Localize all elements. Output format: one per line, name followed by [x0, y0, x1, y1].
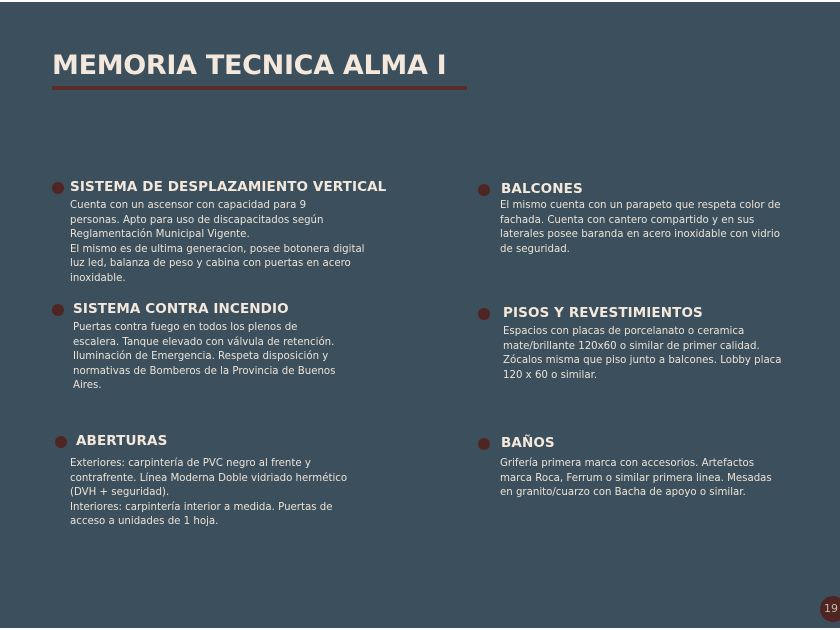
body-line: Reglamentación Municipal Vigente.	[70, 229, 250, 240]
section-body	[73, 321, 335, 394]
section-body	[70, 457, 347, 530]
body-line: personas. Apto para uso de discapacitados según	[70, 214, 324, 226]
body-line: El mismo es de ultima generacion, posee botonera digital	[70, 243, 365, 255]
section-heading: SISTEMA CONTRA INCENDIO	[73, 301, 289, 317]
section-body	[503, 325, 782, 383]
section-body	[500, 199, 780, 257]
body-line: Zócalos misma que piso junto a balcones. Lobby placa	[503, 355, 782, 366]
body-line: 120 x 60 o similar.	[503, 369, 598, 381]
bullet-icon	[478, 184, 490, 196]
bullet-icon	[478, 308, 490, 320]
body-line: de seguridad.	[500, 243, 570, 255]
body-line: Espacios con placas de porcelanato o ceramica	[503, 326, 745, 337]
bullet-icon	[55, 436, 67, 448]
body-line: escalera. Tanque elevado con válvula de retención.	[73, 336, 335, 348]
body-line: en granito/cuarzo con Bacha de apoyo o similar.	[500, 487, 746, 498]
bullet-icon	[478, 438, 490, 450]
body-line: Grifería primera marca con accesorios. Artefactos	[500, 458, 755, 469]
body-line: fachada. Cuenta con cantero compartido y en sus	[500, 214, 755, 226]
body-line: Exteriores: carpintería de PVC negro al frente y	[70, 458, 311, 469]
section-heading: BALCONES	[501, 181, 583, 197]
slide	[0, 2, 840, 628]
section-heading: SISTEMA DE DESPLAZAMIENTO VERTICAL	[70, 179, 387, 195]
body-line: (DVH + seguridad).	[70, 487, 170, 498]
body-line: acceso a unidades de 1 hoja.	[70, 516, 219, 527]
page-number: 19	[820, 596, 840, 622]
body-line: laterales posee baranda en acero inoxidable con vidrio	[500, 229, 780, 240]
body-line: Aires.	[73, 380, 102, 391]
body-line: mate/brillante 120x60 o similar de primer calidad.	[503, 340, 760, 352]
body-line: Iluminación de Emergencia. Respeta disposición y	[73, 351, 329, 362]
body-line: contrafrente. Línea Moderna Doble vidriado hermético	[70, 472, 348, 484]
page-title: MEMORIA TECNICA ALMA I	[52, 50, 447, 81]
bullet-icon	[52, 182, 64, 194]
bullet-icon	[52, 304, 64, 316]
section-body	[500, 457, 772, 501]
body-line: normativas de Bomberos de la Provincia de Buenos	[73, 365, 336, 377]
body-line: marca Roca, Ferrum o similar primera linea. Mesadas	[500, 472, 772, 484]
body-line: El mismo cuenta con un parapeto que respeta color de	[500, 200, 781, 211]
section-heading: PISOS Y REVESTIMIENTOS	[503, 305, 703, 321]
body-line: luz led, balanza de peso y cabina con puertas en acero	[70, 258, 351, 269]
section-body	[70, 199, 365, 286]
body-line: Interiores: carpintería interior a medida. Puertas de	[70, 501, 333, 513]
body-line: Puertas contra fuego en todos los plenos de	[73, 322, 298, 333]
section-heading: ABERTURAS	[76, 433, 168, 449]
body-line: inoxidable.	[70, 272, 126, 284]
title-underline	[52, 86, 467, 90]
body-line: Cuenta con un ascensor con capacidad para 9	[70, 200, 307, 211]
section-heading: BAÑOS	[501, 435, 555, 451]
